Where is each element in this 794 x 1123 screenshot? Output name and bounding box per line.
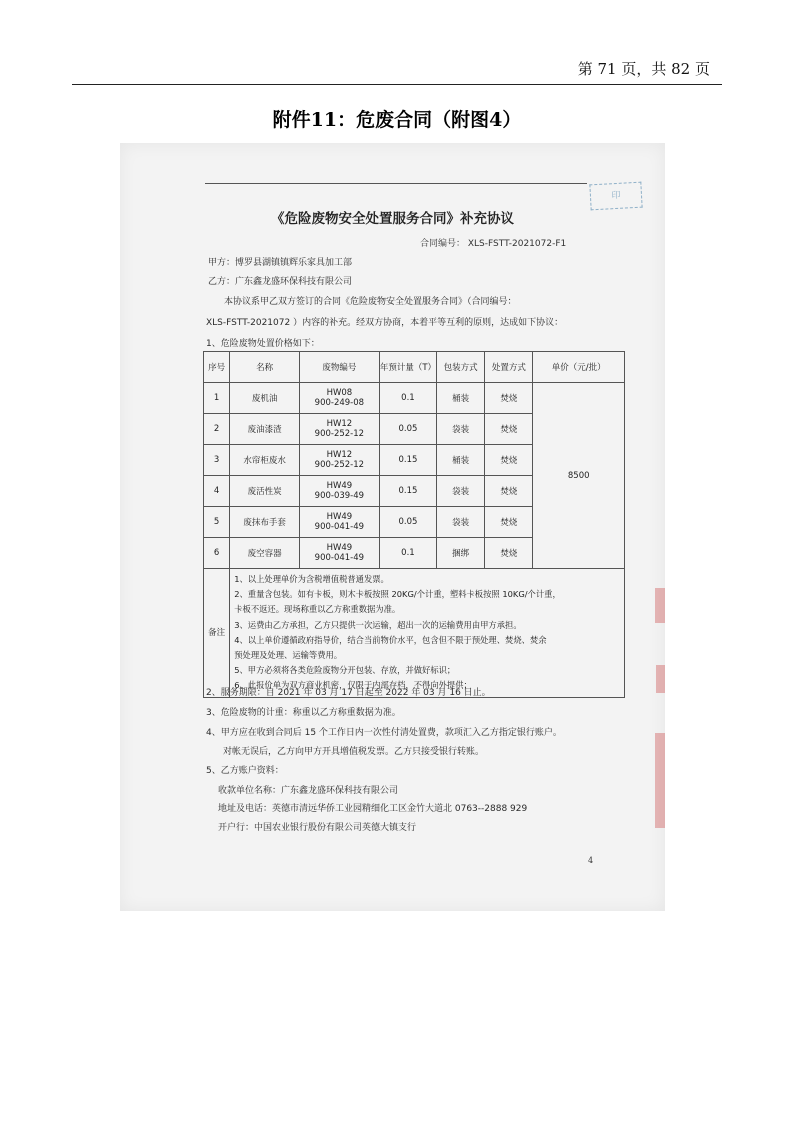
row-qty: 0.05 [379, 414, 436, 445]
row-qty: 0.1 [379, 538, 436, 569]
section-5: 5、乙方账户资料： [206, 766, 284, 776]
row-qty: 0.15 [379, 445, 436, 476]
row-code-num: 900-249-08 [314, 398, 365, 408]
row-code-num: 900-252-12 [314, 460, 365, 470]
row-qty: 0.05 [379, 507, 436, 538]
row-disposal: 焚烧 [485, 538, 533, 569]
row-no: 4 [204, 476, 230, 507]
row-disposal: 焚烧 [485, 445, 533, 476]
header-name: 名称 [230, 352, 300, 383]
row-pack: 袋装 [437, 414, 485, 445]
account-address: 地址及电话：英德市清远华侨工业园精细化工区金竹大道北 0763--2888 929 [218, 804, 528, 814]
account-bank: 开户行：中国农业银行股份有限公司英德大镇支行 [218, 823, 417, 833]
price-table [203, 351, 625, 698]
row-no: 2 [204, 414, 230, 445]
note-line: 2、重量含包装。如有卡板，则木卡板按照 20KG/个计重，塑料卡板按照 10KG/个计重， [234, 589, 561, 600]
row-code-num: 900-252-12 [314, 429, 365, 439]
header-disposal: 处置方式 [485, 352, 533, 383]
scanned-document [120, 143, 665, 911]
intro-line-2: XLS-FSTT-2021072 ）内容的补充。经双方协商，本着平等互利的原则，达成如下协议： [206, 318, 564, 328]
scan-top-line [205, 183, 587, 184]
attachment-caption: 附件11：危废合同（附图4） [272, 109, 522, 131]
row-code-num: 900-041-49 [314, 522, 365, 532]
row-name: 废机油 [230, 383, 300, 414]
row-code-class: HW12 [326, 450, 353, 460]
row-code [299, 476, 379, 507]
header-rule [72, 84, 722, 85]
section-4-line-2: 对帐无误后，乙方向甲方开具增值税发票。乙方只接受银行转账。 [223, 747, 485, 757]
row-pack: 袋装 [437, 507, 485, 538]
row-code-num: 900-039-49 [314, 491, 365, 501]
row-disposal: 焚烧 [485, 414, 533, 445]
seal-mark-mid [656, 665, 665, 693]
section-3: 3、危险废物的计重：称重以乙方称重数据为准。 [206, 708, 401, 718]
row-pack: 桶装 [437, 383, 485, 414]
section-4-line-1: 4、甲方应在收到合同后 15 个工作日内一次性付清处置费，款项汇入乙方指定银行账户。 [206, 728, 562, 738]
scan-page-number: 4 [588, 856, 594, 865]
row-no: 3 [204, 445, 230, 476]
document-title: 《危险废物安全处置服务合同》补充协议 [271, 211, 514, 227]
note-line: 3、运费由乙方承担，乙方只提供一次运输，超出一次的运输费用由甲方承担。 [234, 619, 522, 630]
page-number: 第 71 页，共 82 页 [577, 60, 710, 78]
note-line: 卡板不返还。现场称重以乙方称重数据为准。 [234, 604, 401, 615]
row-disposal: 焚烧 [485, 507, 533, 538]
note-line: 6、此报价单为双方商业机密，仅限于内部存档，不得向外提供； [234, 680, 472, 691]
row-code-class: HW12 [326, 419, 353, 429]
row-code-class: HW49 [326, 512, 353, 522]
row-no: 6 [204, 538, 230, 569]
row-name: 废油漆渣 [230, 414, 300, 445]
note-line: 预处理及处理、运输等费用。 [234, 650, 343, 661]
seal-mark-bottom [655, 733, 665, 828]
header-price: 单价（元/批） [533, 352, 625, 383]
notes-row [204, 569, 625, 698]
row-pack: 捆绑 [437, 538, 485, 569]
row-code [299, 383, 379, 414]
row-code-class: HW08 [326, 388, 353, 398]
header-pack: 包装方式 [437, 352, 485, 383]
row-code-class: HW49 [326, 481, 353, 491]
section-2: 2、服务期限：自 2021 年 03 月 17 日起至 2022 年 03 月 16 日止。 [206, 688, 491, 698]
table-row [204, 383, 625, 414]
row-disposal: 焚烧 [485, 383, 533, 414]
row-no: 1 [204, 383, 230, 414]
row-code [299, 445, 379, 476]
row-name: 废抹布手套 [230, 507, 300, 538]
party-b: 乙方：广东鑫龙盛环保科技有限公司 [208, 277, 353, 287]
row-code [299, 507, 379, 538]
row-no: 5 [204, 507, 230, 538]
row-code-num: 900-041-49 [314, 553, 365, 563]
row-code [299, 414, 379, 445]
intro-line-1: 本协议系甲乙双方签订的合同《危险废物安全处置服务合同》（合同编号： [224, 297, 517, 307]
header-no: 序号 [204, 352, 230, 383]
header-qty: 年预计量（T） [379, 352, 436, 383]
row-name: 水帘柜废水 [230, 445, 300, 476]
row-pack: 桶装 [437, 445, 485, 476]
row-code [299, 538, 379, 569]
notes-content [230, 569, 625, 698]
party-a: 甲方：博罗县湖镇镇辉乐家具加工部 [208, 258, 353, 268]
note-line: 5、甲方必须将各类危险废物分开包装、存放，并做好标识； [234, 665, 456, 676]
contract-number: 合同编号： XLS-FSTT-2021072-F1 [420, 239, 567, 249]
table-header-row [204, 352, 625, 383]
row-qty: 0.15 [379, 476, 436, 507]
notes-label: 备注 [204, 569, 230, 698]
row-disposal: 焚烧 [485, 476, 533, 507]
row-pack: 袋装 [437, 476, 485, 507]
unit-price: 8500 [533, 383, 625, 569]
row-name: 废活性炭 [230, 476, 300, 507]
row-qty: 0.1 [379, 383, 436, 414]
note-line: 1、以上处理单价为含税增值税普通发票。 [234, 574, 389, 584]
row-code-class: HW49 [326, 543, 353, 553]
section-1-heading: 1、危险废物处置价格如下： [206, 339, 320, 349]
note-line: 4、以上单价遵循政府指导价，结合当前物价水平，包含但不限于预处理、焚烧、焚余 [234, 634, 547, 645]
blue-stamp: 印 [589, 182, 642, 211]
row-name: 废空容器 [230, 538, 300, 569]
header-code: 废物编号 [299, 352, 379, 383]
seal-mark-top [655, 588, 665, 623]
account-name: 收款单位名称：广东鑫龙盛环保科技有限公司 [218, 786, 399, 796]
